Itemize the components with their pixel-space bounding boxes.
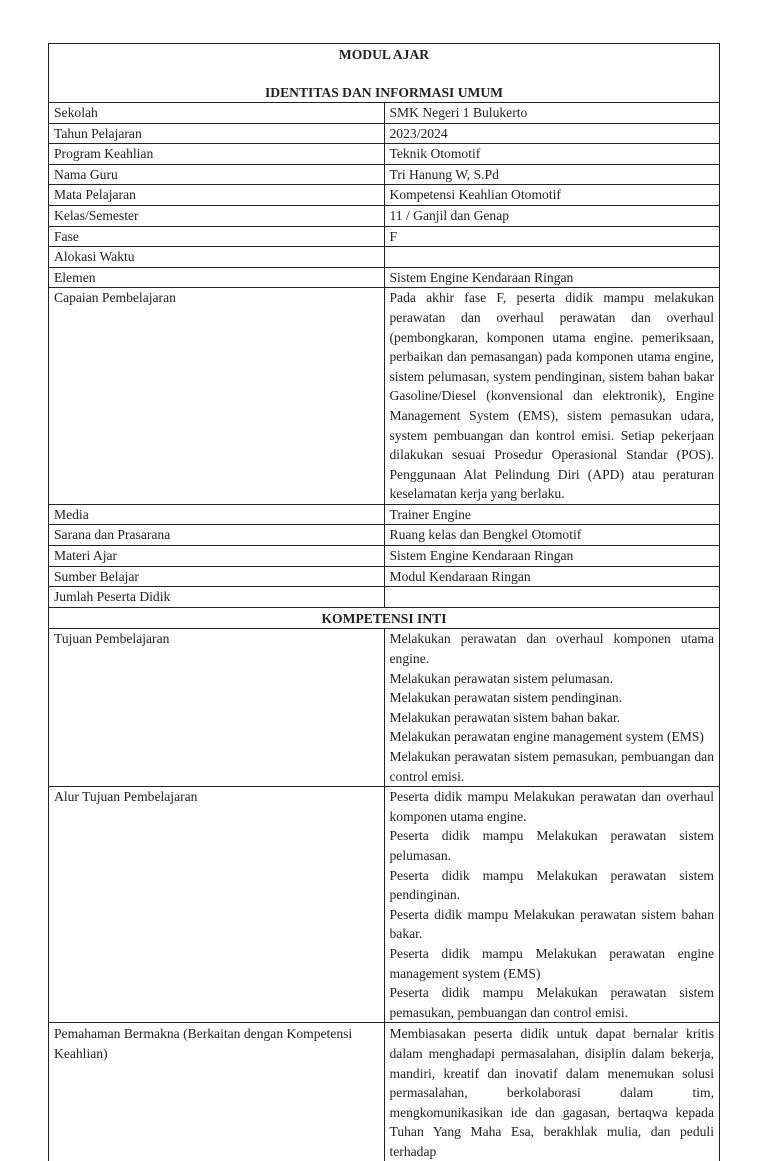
table-row bbox=[49, 123, 720, 144]
section-title-kompetensi: KOMPETENSI INTI bbox=[49, 607, 720, 629]
alur-list bbox=[384, 787, 720, 1023]
tujuan-list bbox=[384, 629, 720, 787]
row-value: Ruang kelas dan Bengkel Otomotif bbox=[384, 525, 720, 546]
alur-row bbox=[49, 787, 720, 1023]
row-label: Jumlah Peserta Didik bbox=[49, 587, 385, 608]
row-value: Kompetensi Keahlian Otomotif bbox=[384, 185, 720, 206]
row-label: Sumber Belajar bbox=[49, 566, 385, 587]
table-row bbox=[49, 267, 720, 288]
capaian-value: Pada akhir fase F, peserta didik mampu melakukan perawatan dan overhaul perawatan dan overhaul (pembongkaran, komponen utama engine. pemeriksaan, perbaikan dan pemasangan) pada komponen utama engine, sistem pelumasan, system pendinginan, sistem bahan bakar Gasoline/Diesel (konvensional dan elektronik), Engine Management System (EMS), sistem pemasukan udara, system pembuangan dan kontrol emisi. Setiap pekerjaan dilakukan sesuai Prosedur Operasional Standar (POS). Penggunaan Alat Pelindung Diri (APD) atau peraturan keselamatan kerja yang berlaku. bbox=[384, 288, 720, 505]
tujuan-label: Tujuan Pembelajaran bbox=[49, 629, 385, 787]
capaian-row bbox=[49, 288, 720, 505]
list-item: Peserta didik mampu Melakukan perawatan dan overhaul komponen utama engine. bbox=[389, 789, 714, 824]
row-label: Nama Guru bbox=[49, 164, 385, 185]
row-value: Modul Kendaraan Ringan bbox=[384, 566, 720, 587]
list-item: Melakukan perawatan dan overhaul komponen utama engine. bbox=[389, 631, 714, 667]
row-value: SMK Negeri 1 Bulukerto bbox=[384, 103, 720, 124]
list-item: Peserta didik mampu Melakukan perawatan sistem bahan bakar. bbox=[389, 906, 714, 942]
list-item: Peserta didik mampu Melakukan perawatan sistem pendinginan. bbox=[389, 867, 714, 903]
row-value bbox=[384, 587, 720, 608]
row-label: Alokasi Waktu bbox=[49, 247, 385, 268]
row-value: Trainer Engine bbox=[384, 504, 720, 525]
row-value: Sistem Engine Kendaraan Ringan bbox=[384, 546, 720, 567]
list-item: Peserta didik mampu Melakukan perawatan sistem pemasukan, pembuangan dan control emisi. bbox=[389, 985, 714, 1020]
row-value bbox=[384, 247, 720, 268]
row-label: Tahun Pelajaran bbox=[49, 123, 385, 144]
pemahaman-row bbox=[49, 1023, 720, 1161]
pemahaman-label: Pemahaman Bermakna (Berkaitan dengan Kompetensi Keahlian) bbox=[49, 1023, 385, 1161]
row-value: Sistem Engine Kendaraan Ringan bbox=[384, 267, 720, 288]
pemahaman-value: Membiasakan peserta didik untuk dapat bernalar kritis dalam menghadapi permasalahan, disiplin dalam bekerja, mandiri, kreatif dan inovatif dalam menemukan solusi permasalahan, berkolaborasi dalam tim, mengkomunikasikan ide dan gagasan, bertaqwa kepada Tuhan Yang Maha Esa, berakhlak mulia, dan peduli terhadap bbox=[384, 1023, 720, 1161]
table-row bbox=[49, 205, 720, 226]
row-label: Elemen bbox=[49, 267, 385, 288]
table-row bbox=[49, 587, 720, 608]
row-label: Mata Pelajaran bbox=[49, 185, 385, 206]
table-row bbox=[49, 144, 720, 165]
row-label: Media bbox=[49, 504, 385, 525]
row-label: Sarana dan Prasarana bbox=[49, 525, 385, 546]
list-item: Melakukan perawatan sistem bahan bakar. bbox=[389, 709, 621, 725]
row-value: F bbox=[384, 226, 720, 247]
table-row bbox=[49, 164, 720, 185]
section-title-identity: IDENTITAS DAN INFORMASI UMUM bbox=[264, 85, 504, 100]
list-item: Melakukan perawatan sistem pendinginan. bbox=[389, 690, 623, 706]
row-value: Teknik Otomotif bbox=[384, 144, 720, 165]
row-value: 2023/2024 bbox=[384, 123, 720, 144]
table-row bbox=[49, 247, 720, 268]
module-table bbox=[48, 43, 720, 1161]
header-row bbox=[49, 44, 720, 103]
table-row bbox=[49, 525, 720, 546]
capaian-label: Capaian Pembelajaran bbox=[49, 288, 385, 505]
table-row bbox=[49, 546, 720, 567]
list-item: Melakukan perawatan engine management system (EMS) bbox=[389, 729, 704, 745]
row-label: Kelas/Semester bbox=[49, 205, 385, 226]
list-item: Peserta didik mampu Melakukan perawatan sistem pelumasan. bbox=[389, 828, 714, 863]
table-row bbox=[49, 504, 720, 525]
list-item: Melakukan perawatan sistem pemasukan, pembuangan dan control emisi. bbox=[389, 749, 714, 784]
row-value: 11 / Ganjil dan Genap bbox=[384, 205, 720, 226]
table-row bbox=[49, 185, 720, 206]
table-row bbox=[49, 226, 720, 247]
row-label: Fase bbox=[49, 226, 385, 247]
module-title: MODUL AJAR bbox=[338, 47, 430, 62]
module-header-cell bbox=[49, 44, 720, 103]
table-row bbox=[49, 566, 720, 587]
section-header-row bbox=[49, 607, 720, 629]
table-row bbox=[49, 103, 720, 124]
row-label: Materi Ajar bbox=[49, 546, 385, 567]
list-item: Peserta didik mampu Melakukan perawatan engine management system (EMS) bbox=[389, 945, 714, 981]
alur-label: Alur Tujuan Pembelajaran bbox=[49, 787, 385, 1023]
row-value: Tri Hanung W, S.Pd bbox=[384, 164, 720, 185]
row-label: Sekolah bbox=[49, 103, 385, 124]
row-label: Program Keahlian bbox=[49, 144, 385, 165]
tujuan-row bbox=[49, 629, 720, 787]
list-item: Melakukan perawatan sistem pelumasan. bbox=[389, 670, 613, 686]
document-page bbox=[48, 43, 720, 1161]
